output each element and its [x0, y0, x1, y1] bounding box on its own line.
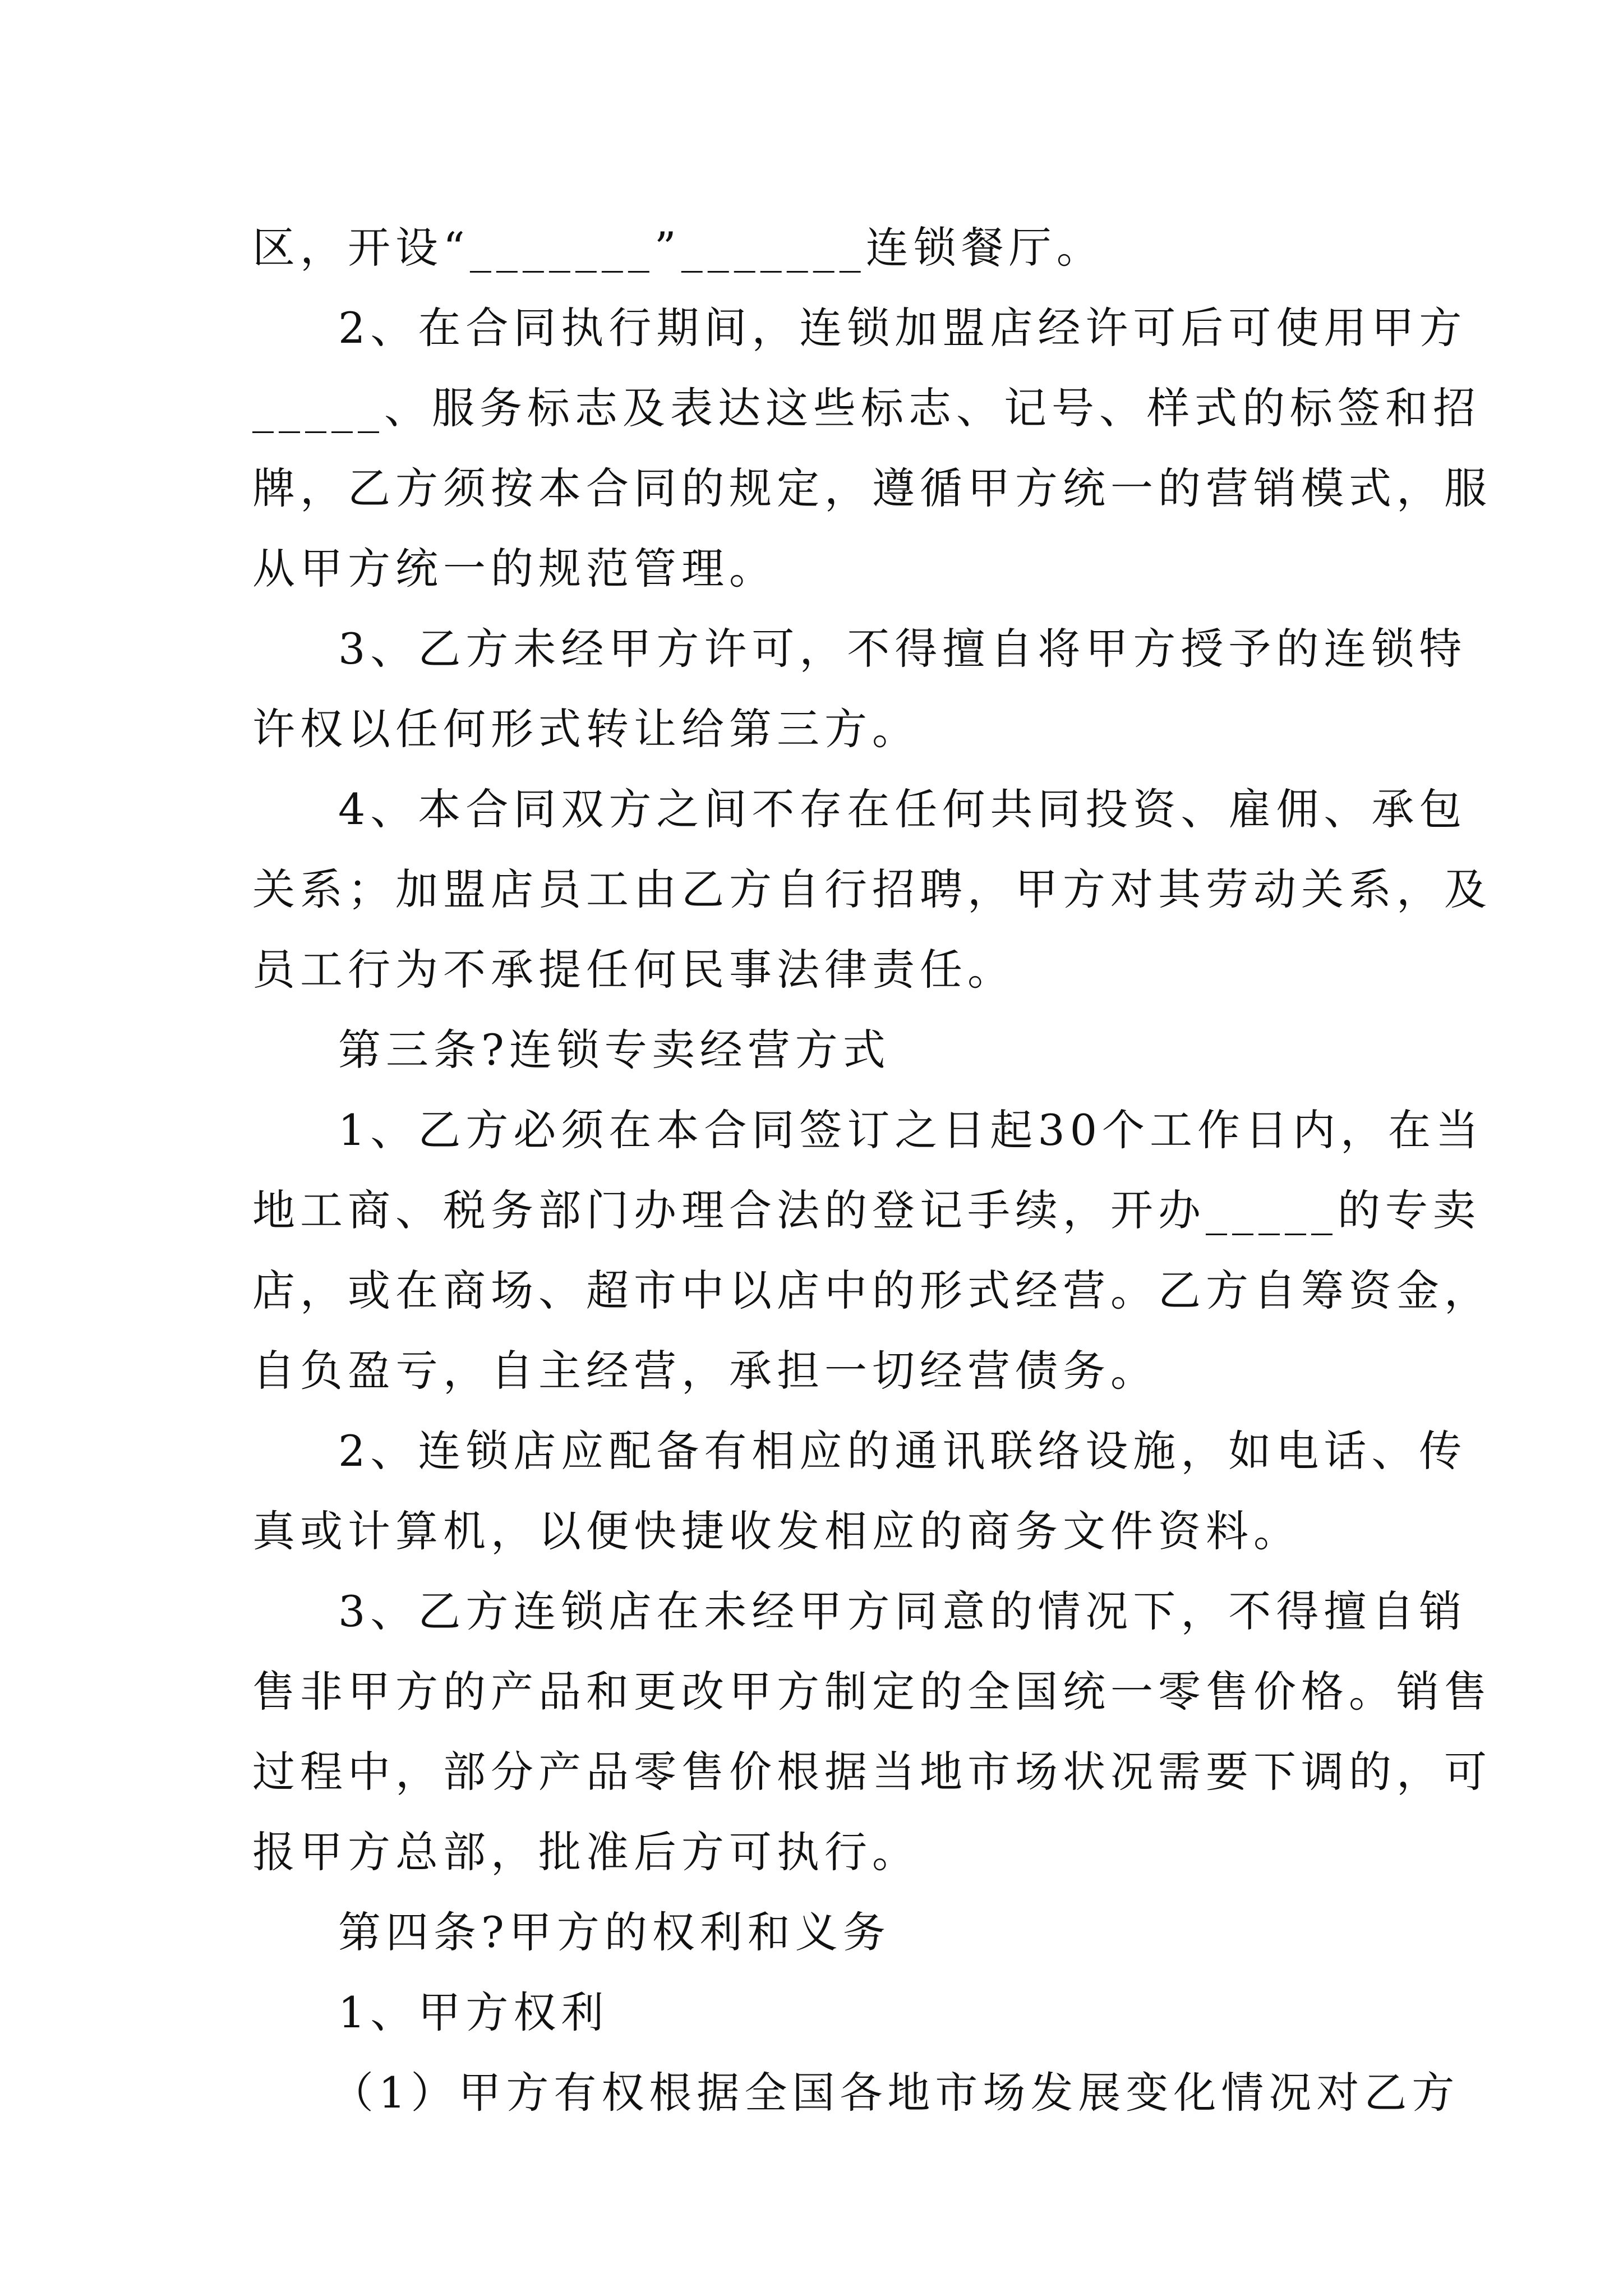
paragraph-start: 2、连锁店应配备有相应的通讯联络设施，如电话、传: [338, 1426, 1467, 1476]
paragraph-start: 3、乙方连锁店在未经甲方同意的情况下，不得擅自销: [338, 1586, 1467, 1636]
text-line: 过程中，部分产品零售价根据当地市场状况需要下调的，可: [252, 1747, 1492, 1797]
paragraph-start: 1、乙方必须在本合同签订之日起30个工作日内，在当: [338, 1105, 1484, 1155]
text-line: 区，开设“_______”_______连锁餐厅。: [252, 223, 1104, 273]
paragraph-start: （1）甲方有权根据全国各地市场发展变化情况对乙方: [331, 2068, 1460, 2118]
text-line: _____、服务标志及表达这些标志、记号、样式的标签和招: [252, 383, 1481, 433]
text-line: 报甲方总部，批准后方可执行。: [252, 1827, 920, 1877]
text-line: 店，或在商场、超市中以店中的形式经营。乙方自筹资金，: [252, 1266, 1492, 1315]
document-body: [252, 208, 1492, 2133]
text-line: 真或计算机，以便快捷收发相应的商务文件资料。: [252, 1506, 1301, 1556]
text-line: 员工行为不承提任何民事法律责任。: [252, 945, 1015, 995]
paragraph-3-start: 3、乙方未经甲方许可，不得擅自将甲方授予的连锁特: [338, 624, 1467, 674]
text-line: 牌，乙方须按本合同的规定，遵循甲方统一的营销模式，服: [252, 463, 1492, 513]
article-4-heading: 第四条?甲方的权利和义务: [338, 1907, 891, 1957]
paragraph-2-start: 2、在合同执行期间，连锁加盟店经许可后可使用甲方: [338, 303, 1467, 353]
text-line: 许权以任何形式转让给第三方。: [252, 704, 920, 754]
text-line: 售非甲方的产品和更改甲方制定的全国统一零售价格。销售: [252, 1667, 1492, 1717]
text-line: 自负盈亏，自主经营，承担一切经营债务。: [252, 1346, 1158, 1396]
text-line: 关系；加盟店员工由乙方自行招聘，甲方对其劳动关系，及: [252, 864, 1492, 914]
subsection-heading: 1、甲方权利: [338, 1987, 609, 2037]
article-3-heading: 第三条?连锁专卖经营方式: [338, 1025, 891, 1075]
text-line: 从甲方统一的规范管理。: [252, 544, 777, 593]
text-line: 地工商、税务部门办理合法的登记手续，开办_____的专卖: [252, 1185, 1481, 1235]
paragraph-4-start: 4、本合同双方之间不存在任何共同投资、雇佣、承包: [338, 784, 1467, 834]
